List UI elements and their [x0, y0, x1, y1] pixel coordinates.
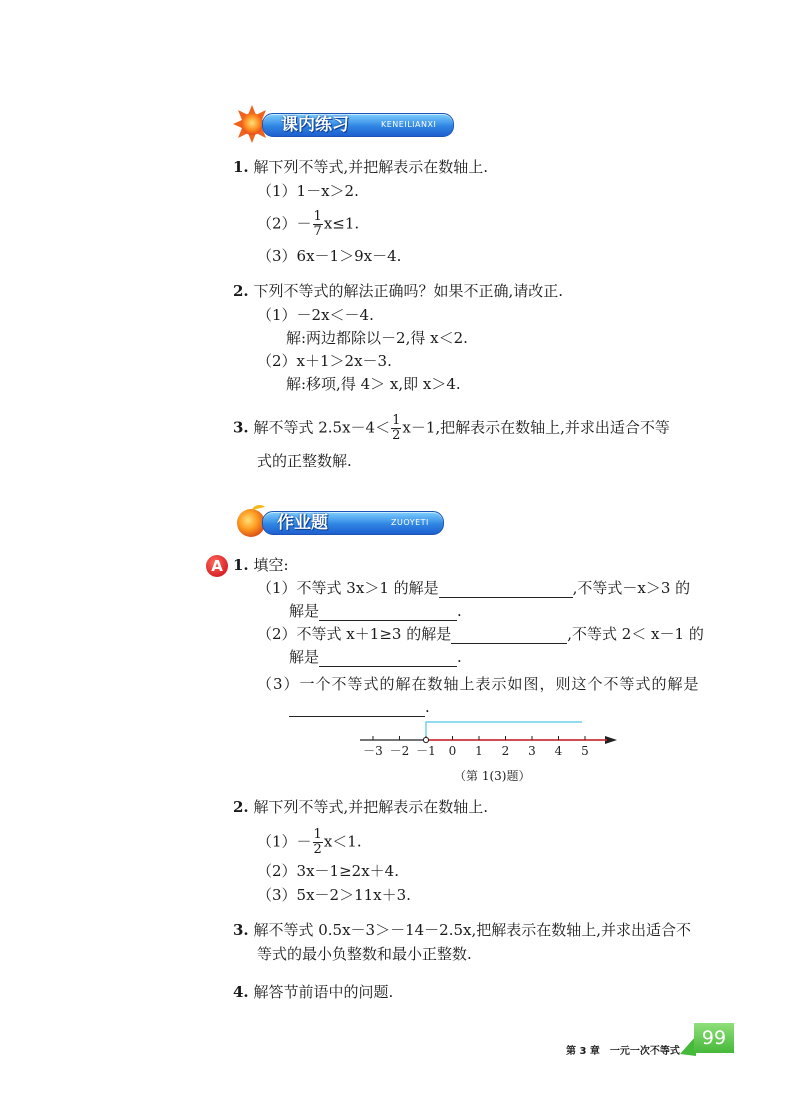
question-number: 3.: [233, 921, 249, 939]
part-text: （2）不等式 x＋1≥3 的解是: [257, 625, 452, 643]
number-line-figure: [355, 715, 625, 760]
fraction: [313, 210, 323, 239]
exercise-3: [233, 414, 670, 443]
exercise-2-part-2: （2）x＋1＞2x－3.: [257, 352, 392, 370]
homework-2-part-1: [257, 828, 362, 857]
tick-label: －1: [416, 744, 436, 758]
exercise-1: [233, 157, 488, 177]
question-number: 2.: [233, 282, 249, 300]
tick-label: 4: [554, 744, 563, 758]
homework-3-line-2: 等式的最小负整数和最小正整数.: [257, 945, 472, 963]
section-banner-bar: [262, 113, 454, 137]
question-text-suffix: x－1,把解表示在数轴上,并求出适合不等: [402, 418, 670, 437]
exercise-2-part-1-solution: 解:两边都除以－2,得 x＜2.: [286, 329, 468, 347]
section-subtitle: KENEILIANXI: [381, 120, 437, 129]
question-text: 解不等式 0.5x－3＞－14－2.5x,把解表示在数轴上,并求出适合不: [253, 921, 692, 939]
homework-1-part-2: [257, 624, 704, 644]
exercise-3-line-2: 式的正整数解.: [257, 452, 352, 470]
answer-blank[interactable]: [439, 582, 573, 598]
part-prefix: （2）－: [257, 214, 312, 233]
fraction-denominator: 2: [313, 842, 322, 857]
part-prefix: （1）－: [257, 832, 312, 851]
exercise-1-part-1: （1）1－x＞2.: [257, 182, 359, 200]
homework-2: [233, 797, 488, 817]
tick-label: 1: [475, 744, 483, 758]
section-title: 课内练习: [281, 115, 349, 135]
question-text: 解答节前语中的问题.: [253, 983, 394, 1001]
exercise-1-part-2: [257, 210, 359, 239]
fraction-numerator: 1: [313, 209, 322, 224]
question-text: 解下列不等式,并把解表示在数轴上.: [253, 158, 488, 176]
homework-2-part-2: （2）3x－1≥2x＋4.: [257, 862, 399, 880]
question-text: 填空:: [253, 556, 289, 574]
answer-blank[interactable]: [319, 651, 457, 667]
fraction: [391, 414, 401, 443]
exercise-2: [233, 281, 563, 301]
fraction-numerator: 1: [313, 827, 322, 842]
tick-label: 0: [448, 744, 457, 758]
homework-3: [233, 920, 691, 940]
homework-1-part-3-line-2: .: [289, 697, 430, 717]
question-text: 解下列不等式,并把解表示在数轴上.: [253, 798, 488, 816]
tick-label: 3: [528, 744, 536, 758]
fraction: [313, 828, 323, 857]
homework-1-part-1-line-2: 解是 .: [289, 602, 462, 620]
answer-blank[interactable]: [451, 628, 567, 644]
question-text-prefix: 解不等式 2.5x－4＜: [253, 418, 391, 437]
open-point: [423, 737, 428, 742]
fraction-denominator: 7: [313, 224, 322, 239]
question-number: 4.: [233, 983, 249, 1001]
homework-1-part-2-line-2: 解是 .: [289, 648, 462, 666]
tick-label: －3: [363, 744, 383, 758]
part-suffix: x＜1.: [323, 832, 362, 851]
question-number: 1.: [233, 556, 249, 574]
question-number: 3.: [233, 418, 249, 437]
homework-1: [233, 555, 289, 575]
homework-4: [233, 982, 393, 1002]
part-text: 解是: [289, 602, 320, 620]
chapter-footer: 第 3 章 一元一次不等式: [566, 1046, 680, 1057]
answer-blank[interactable]: [319, 605, 457, 621]
exercise-2-part-1: （1）－2x＜－4.: [257, 306, 374, 324]
homework-1-part-3: （3）一个不等式的解在数轴上表示如图，则这个不等式的解是: [257, 675, 700, 693]
page-number: 99: [694, 1023, 734, 1053]
question-text: 下列不等式的解法正确吗？如果不正确,请改正.: [253, 282, 563, 300]
fraction-numerator: 1: [392, 413, 401, 428]
part-text: 解是: [289, 648, 320, 666]
exercise-1-part-3: （3）6x－1＞9x－4.: [257, 247, 402, 265]
fraction-denominator: 2: [392, 428, 401, 443]
section-banner-bar: [262, 511, 444, 535]
figure-caption: （第 1(3)题）: [454, 769, 531, 783]
tick-label: －2: [389, 744, 410, 758]
section-subtitle: ZUOYETI: [391, 518, 429, 527]
part-text: ,不等式－x＞3 的: [572, 579, 691, 597]
tick-label: 2: [501, 744, 510, 758]
part-text: （1）不等式 3x＞1 的解是: [257, 579, 439, 597]
tick-label: 5: [581, 744, 589, 758]
part-text: ,不等式 2＜ x－1 的: [567, 625, 704, 643]
part-suffix: x≤1.: [323, 214, 360, 233]
homework-2-part-3: （3）5x－2＞11x＋3.: [257, 886, 411, 904]
exercise-2-part-2-solution: 解:移项,得 4＞ x,即 x＞4.: [286, 375, 461, 393]
question-number: 1.: [233, 158, 249, 176]
homework-1-part-1: [257, 578, 690, 598]
section-title: 作业题: [277, 513, 328, 533]
level-a-badge: A: [206, 555, 228, 577]
question-number: 2.: [233, 798, 249, 816]
